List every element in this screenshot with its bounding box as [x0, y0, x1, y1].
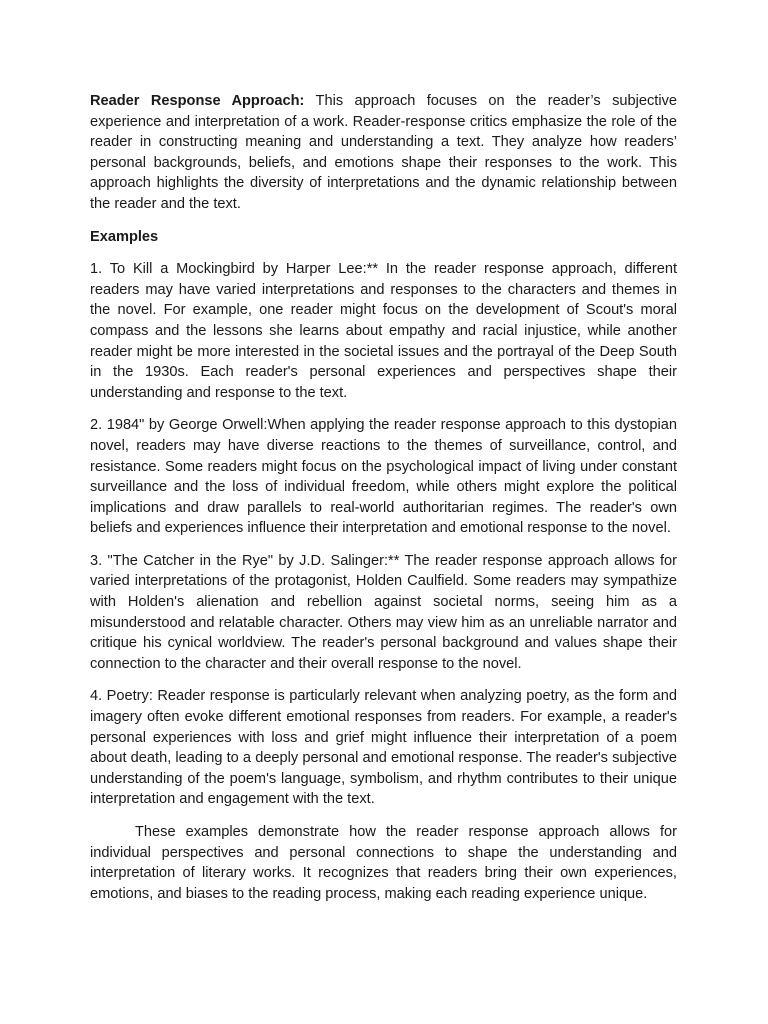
- example-paragraph-3: 3. "The Catcher in the Rye" by J.D. Salinger:** The reader response approach allows for varied interpretations of the protagonist, Holden Caulfield. Some readers may sympathize with Holden's alienation and rebellion against societal norms, seeing him as a misunderstood and relatable character. Others may view him as an unreliable narrator and critique his cynical worldview. The reader's personal background and values shape their connection to the character and their overall response to the novel.: [90, 552, 677, 672]
- document-page: [90, 91, 677, 916]
- example-paragraph-1: 1. To Kill a Mockingbird by Harper Lee:** In the reader response approach, different readers may have varied interpretations and responses to the characters and themes in the novel. For example, one reader might focus on the development of Scout's moral compass and the lessons she learns about empathy and racial injustice, while another reader might be more interested in the societal issues and the portrayal of the Deep South in the 1930s. Each reader's personal experiences and perspectives shape their understanding and response to the text.: [90, 261, 677, 401]
- example-paragraph-2: 2. 1984" by George Orwell:When applying the reader response approach to this dystopian novel, readers may have diverse reactions to the themes of surveillance, control, and resistance. Some readers might focus on the psychological impact of living under constant surveillance and the loss of individual freedom, while others might explore the political implications and draw parallels to real-world authoritarian regimes. The reader's own beliefs and experiences influence their interpretation and emotional response to the novel.: [90, 417, 677, 537]
- intro-paragraph: [90, 91, 677, 215]
- examples-heading: Examples: [90, 228, 159, 245]
- conclusion-paragraph: These examples demonstrate how the reader response approach allows for individual perspectives and personal connections to shape the understanding and interpretation of literary works. It recognizes that readers bring their own experiences, emotions, and biases to the reading process, making each reading experience unique.: [90, 824, 677, 902]
- example-paragraph-4: 4. Poetry: Reader response is particularly relevant when analyzing poetry, as the form and imagery often evoke different emotional responses from readers. For example, a reader's personal experiences with loss and grief might influence their interpretation of a poem about death, leading to a deeply personal and emotional response. The reader's subjective understanding of the poem's language, symbolism, and rhythm contributes to their unique interpretation and engagement with the text.: [90, 688, 677, 808]
- intro-lead-term: Reader Response Approach:: [90, 93, 305, 109]
- intro-text: This approach focuses on the reader’s subjective experience and interpretation of a work. Reader-response critics emphasize the role of the reader in constructing meaning and understanding a text. They analyze how readers’ personal backgrounds, beliefs, and emotions shape their responses to the work. This approach highlights the diversity of interpretations and the dynamic relationship between the reader and the text.: [90, 93, 677, 212]
